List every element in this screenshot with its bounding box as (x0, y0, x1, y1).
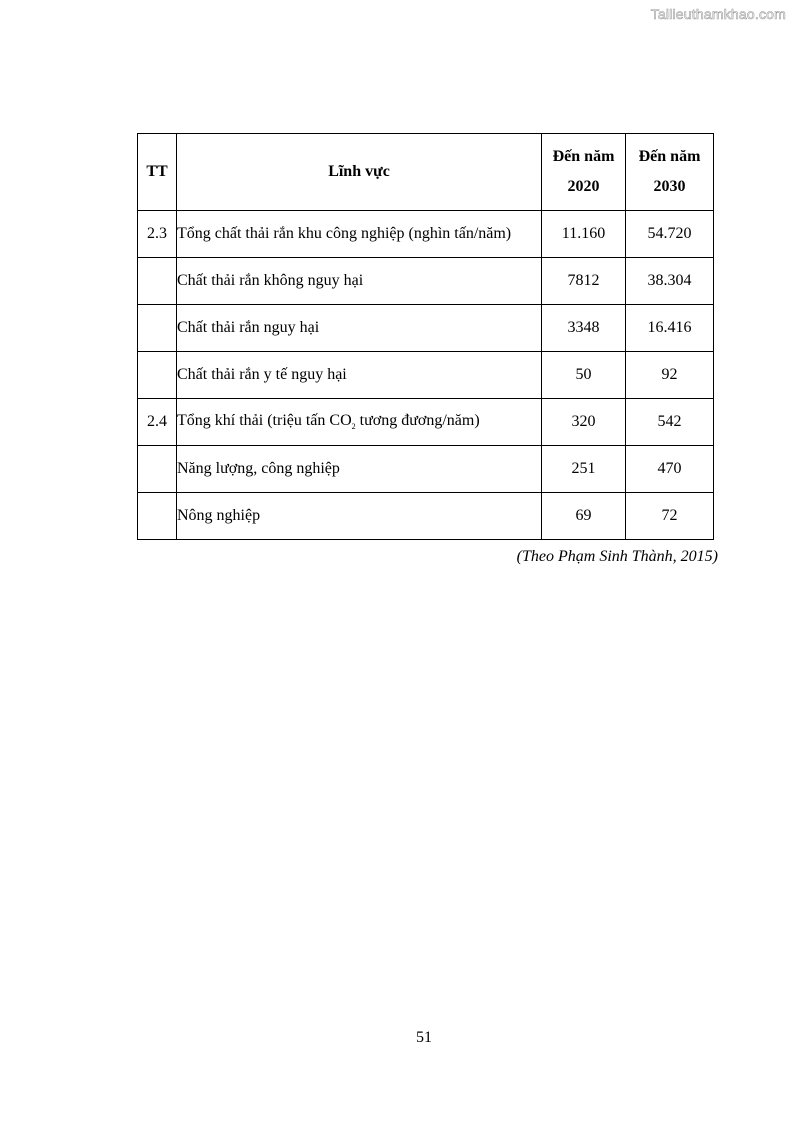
cell-tt (138, 446, 177, 493)
cell-field: Tổng chất thải rắn khu công nghiệp (nghìn tấn/năm) (177, 211, 542, 258)
table-source-note: (Theo Phạm Sinh Thành, 2015) (516, 548, 718, 565)
cell-2030: 470 (626, 446, 714, 493)
watermark: Tailieuthamkhao.com (650, 6, 786, 22)
table-row (138, 493, 714, 540)
table-row (138, 399, 714, 446)
cell-field: Năng lượng, công nghiệp (177, 446, 542, 493)
cell-field: Chất thải rắn nguy hại (177, 305, 542, 352)
cell-2020: 50 (542, 352, 626, 399)
cell-2030: 92 (626, 352, 714, 399)
cell-2030: 542 (626, 399, 714, 446)
header-2020: Đến năm 2020 (542, 134, 626, 211)
header-field: Lĩnh vực (177, 134, 542, 211)
cell-2020: 251 (542, 446, 626, 493)
cell-2030: 38.304 (626, 258, 714, 305)
cell-tt (138, 258, 177, 305)
cell-2030: 16.416 (626, 305, 714, 352)
cell-tt (138, 305, 177, 352)
cell-tt: 2.4 (138, 399, 177, 446)
table-row (138, 352, 714, 399)
page-number: 51 (416, 1029, 432, 1046)
table-row (138, 211, 714, 258)
table-row (138, 446, 714, 493)
cell-tt (138, 352, 177, 399)
cell-2020: 11.160 (542, 211, 626, 258)
cell-tt (138, 493, 177, 540)
cell-2030: 72 (626, 493, 714, 540)
table-row (138, 258, 714, 305)
cell-field (177, 399, 542, 446)
cell-field: Chất thải rắn không nguy hại (177, 258, 542, 305)
header-2030: Đến năm 2030 (626, 134, 714, 211)
cell-2020: 320 (542, 399, 626, 446)
emissions-table (137, 133, 714, 540)
co2-subscript: 2 (351, 422, 356, 432)
cell-field: Chất thải rắn y tế nguy hại (177, 352, 542, 399)
field-text-post: tương đương/năm) (355, 412, 480, 430)
cell-field: Nông nghiệp (177, 493, 542, 540)
cell-2020: 3348 (542, 305, 626, 352)
header-tt: TT (138, 134, 177, 211)
table-header-row (138, 134, 714, 211)
cell-2030: 54.720 (626, 211, 714, 258)
field-text-pre: Tổng khí thải (triệu tấn CO (177, 412, 352, 430)
table-row (138, 305, 714, 352)
cell-tt: 2.3 (138, 211, 177, 258)
cell-2020: 7812 (542, 258, 626, 305)
cell-2020: 69 (542, 493, 626, 540)
